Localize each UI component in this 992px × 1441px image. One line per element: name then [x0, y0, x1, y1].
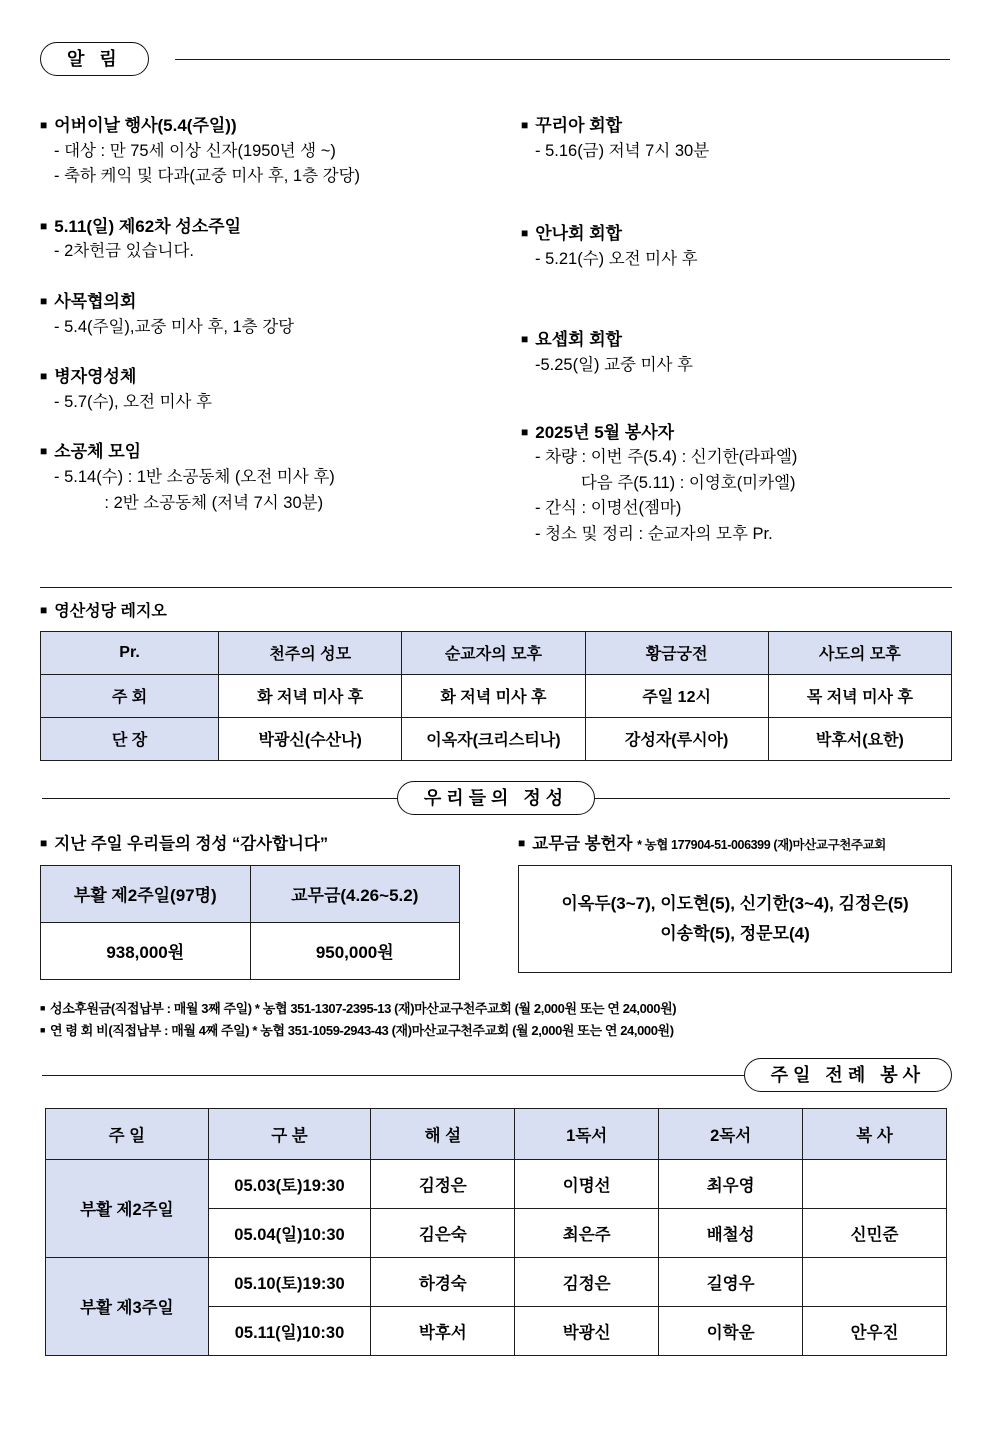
notice-line: - 2차헌금 있습니다.: [54, 242, 194, 261]
legio-section: [0, 600, 992, 761]
offering-banner-label: 우리들의 정성: [397, 781, 595, 815]
notice-group: [40, 290, 496, 340]
table-row: [46, 1159, 947, 1208]
table-row: [41, 674, 952, 717]
table-header-cell: 1독서: [515, 1108, 659, 1159]
table-header-row: [41, 631, 952, 674]
notice-group: [40, 365, 496, 415]
table-cell: 이옥자(크리스티나): [402, 717, 585, 760]
offering-heading: ■ 지난 주일 우리들의 정성 “감사합니다”: [40, 834, 329, 853]
liturgy-banner-label: 주일 전례 봉사: [744, 1058, 952, 1092]
notice-line: - 5.4(주일),교중 미사 후, 1층 강당: [54, 317, 295, 336]
notice-title: ■ 요셉회 회합: [521, 330, 623, 350]
table-header-cell: 사도의 모후: [768, 631, 951, 674]
square-bullet-icon: ■: [40, 293, 48, 308]
table-header-cell: 순교자의 모후: [402, 631, 585, 674]
notice-line: - 5.7(수), 오전 미사 후: [54, 392, 212, 411]
notice-group: [521, 421, 952, 548]
offering-table: [40, 865, 460, 980]
table-header-cell: 천주의 성모: [219, 631, 402, 674]
legio-heading: ■ 영산성당 레지오: [40, 602, 167, 620]
notice-group: [40, 114, 496, 190]
notice-banner-label: 알 림: [40, 42, 149, 76]
table-cell: [803, 1159, 947, 1208]
table-cell: 김정은: [371, 1159, 515, 1208]
liturgy-section: [0, 1108, 992, 1356]
table-header-cell: 교무금(4.26~5.2): [250, 865, 460, 922]
offering-banner: [0, 777, 992, 819]
square-bullet-icon: ■: [40, 602, 48, 617]
table-cell: 최은주: [515, 1208, 659, 1257]
table-cell: 배철성: [659, 1208, 803, 1257]
liturgy-week-label: 부활 제2주일: [46, 1159, 209, 1257]
table-cell: 강성자(루시아): [585, 717, 768, 760]
table-cell: 박광신(수산나): [219, 717, 402, 760]
table-cell: 이학운: [659, 1306, 803, 1355]
liturgy-banner: [0, 1054, 992, 1096]
legio-table: [40, 631, 952, 761]
table-cell: 05.11(일)10:30: [208, 1306, 371, 1355]
donor-account-note: * 농협 177904-51-006399 (재)마산교구천주교회: [637, 837, 886, 852]
notice-title: ■ 병자영성체: [40, 367, 137, 387]
square-bullet-icon: ■: [518, 835, 526, 850]
table-cell: 05.04(일)10:30: [208, 1208, 371, 1257]
table-row: [46, 1257, 947, 1306]
liturgy-table: [45, 1108, 947, 1356]
banner-rule: [42, 1075, 792, 1076]
square-bullet-icon: ■: [521, 332, 529, 347]
table-cell: 목 저녁 미사 후: [768, 674, 951, 717]
square-bullet-icon: ■: [521, 424, 529, 439]
notice-line: - 축하 케익 및 다과(교중 미사 후, 1층 강당): [54, 167, 361, 186]
table-cell: 하경숙: [371, 1257, 515, 1306]
notice-title: ■ 소공체 모임: [40, 442, 142, 462]
notice-line: -5.25(일) 교중 미사 후: [535, 356, 693, 375]
notice-line: : 2반 소공동체 (저녁 7시 30분): [54, 493, 324, 512]
table-cell: 박후서(요한): [768, 717, 951, 760]
legio-divider: [0, 587, 992, 588]
notice-line: 다음 주(5.11) : 이영호(미카엘): [535, 473, 796, 492]
table-header-row: [41, 865, 460, 922]
table-header-cell: 주 일: [46, 1108, 209, 1159]
notice-title: ■ 꾸리아 회합: [521, 116, 623, 135]
notice-group: [40, 215, 496, 265]
offering-right: [496, 833, 952, 980]
table-cell: 938,000원: [41, 922, 251, 979]
square-bullet-icon: ■: [40, 369, 48, 384]
table-cell: 주일 12시: [585, 674, 768, 717]
notice-title: ■ 사목협의회: [40, 291, 137, 311]
table-header-cell: 2독서: [659, 1108, 803, 1159]
notice-title: ■ 5.11(일) 제62차 성소주일: [40, 216, 242, 236]
liturgy-week-label: 부활 제3주일: [46, 1257, 209, 1355]
square-bullet-icon: ■: [521, 118, 529, 132]
table-cell: 이명선: [515, 1159, 659, 1208]
table-header-cell: 황금궁전: [585, 631, 768, 674]
square-bullet-icon: ■: [40, 1024, 46, 1035]
notice-line: - 간식 : 이명선(젬마): [535, 499, 682, 518]
table-cell: 박후서: [371, 1306, 515, 1355]
donor-line: 이송학(5), 정문모(4): [660, 923, 810, 943]
footnote-line: ■ 연 령 회 비(직접납부 : 매월 4째 주일) * 농협 351-1059-2943-43 (재)마산교구천주교회 (월 2,000원 또는 연 24,000원): [40, 1022, 674, 1038]
table-cell: 화 저녁 미사 후: [402, 674, 585, 717]
table-cell: 950,000원: [250, 922, 460, 979]
banner-rule: [175, 59, 950, 60]
table-header-cell: 구 분: [208, 1108, 371, 1159]
table-row-label: 주 회: [41, 674, 219, 717]
notice-line: - 5.14(수) : 1반 소공동체 (오전 미사 후): [54, 468, 335, 487]
table-row: [41, 922, 460, 979]
square-bullet-icon: ■: [40, 218, 48, 233]
notice-group: [521, 328, 952, 378]
offering-left: [40, 833, 496, 980]
notice-line: - 청소 및 정리 : 순교자의 모후 Pr.: [535, 524, 773, 543]
notice-line: - 5.21(수) 오전 미사 후: [535, 249, 698, 268]
table-row-label: 단 장: [41, 717, 219, 760]
square-bullet-icon: ■: [40, 1002, 46, 1013]
notice-title: ■ 안나회 회합: [521, 224, 623, 244]
table-cell: 05.10(토)19:30: [208, 1257, 371, 1306]
table-cell: 신민준: [803, 1208, 947, 1257]
table-header-cell: Pr.: [41, 631, 219, 674]
table-cell: 05.03(토)19:30: [208, 1159, 371, 1208]
table-cell: [803, 1257, 947, 1306]
table-header-cell: 해 설: [371, 1108, 515, 1159]
donor-line: 이옥두(3~7), 이도현(5), 신기한(3~4), 김정은(5): [561, 893, 909, 913]
donor-box: [518, 865, 952, 973]
table-cell: 김은숙: [371, 1208, 515, 1257]
table-cell: 길영우: [659, 1257, 803, 1306]
notice-group: [40, 440, 496, 516]
offering-section: [0, 833, 992, 980]
notice-line: - 차량 : 이번 주(5.4) : 신기한(라파엘): [535, 448, 798, 467]
notices-right-column: [496, 114, 952, 573]
table-cell: 화 저녁 미사 후: [219, 674, 402, 717]
notice-line: - 5.16(금) 저녁 7시 30분: [535, 141, 710, 160]
notices-left-column: [40, 114, 496, 573]
footnotes-section: [0, 998, 992, 1042]
notice-banner: [0, 38, 992, 80]
square-bullet-icon: ■: [521, 226, 529, 241]
notice-line: - 대상 : 만 75세 이상 신자(1950년 생 ~): [54, 141, 336, 160]
table-cell: 최우영: [659, 1159, 803, 1208]
table-header-cell: 부활 제2주일(97명): [41, 865, 251, 922]
table-header-cell: 복 사: [803, 1108, 947, 1159]
notice-title: ■ 어버이날 행사(5.4(주일)): [40, 116, 237, 135]
square-bullet-icon: ■: [40, 835, 48, 850]
table-header-row: [46, 1108, 947, 1159]
donor-heading: ■ 교무금 봉헌자 * 농협 177904-51-006399 (재)마산교구천주교회: [518, 834, 886, 853]
notice-title: ■ 2025년 5월 봉사자: [521, 422, 675, 442]
square-bullet-icon: ■: [40, 444, 48, 459]
table-cell: 박광신: [515, 1306, 659, 1355]
table-cell: 안우진: [803, 1306, 947, 1355]
notice-group: [521, 222, 952, 272]
footnote-line: ■ 성소후원금(직접납부 : 매월 3째 주일) * 농협 351-1307-2395-13 (재)마산교구천주교회 (월 2,000원 또는 연 24,000원): [40, 1000, 677, 1016]
table-row: [41, 717, 952, 760]
notices-section: [0, 114, 992, 573]
table-cell: 김정은: [515, 1257, 659, 1306]
notice-group: [521, 114, 952, 164]
square-bullet-icon: ■: [40, 118, 48, 132]
